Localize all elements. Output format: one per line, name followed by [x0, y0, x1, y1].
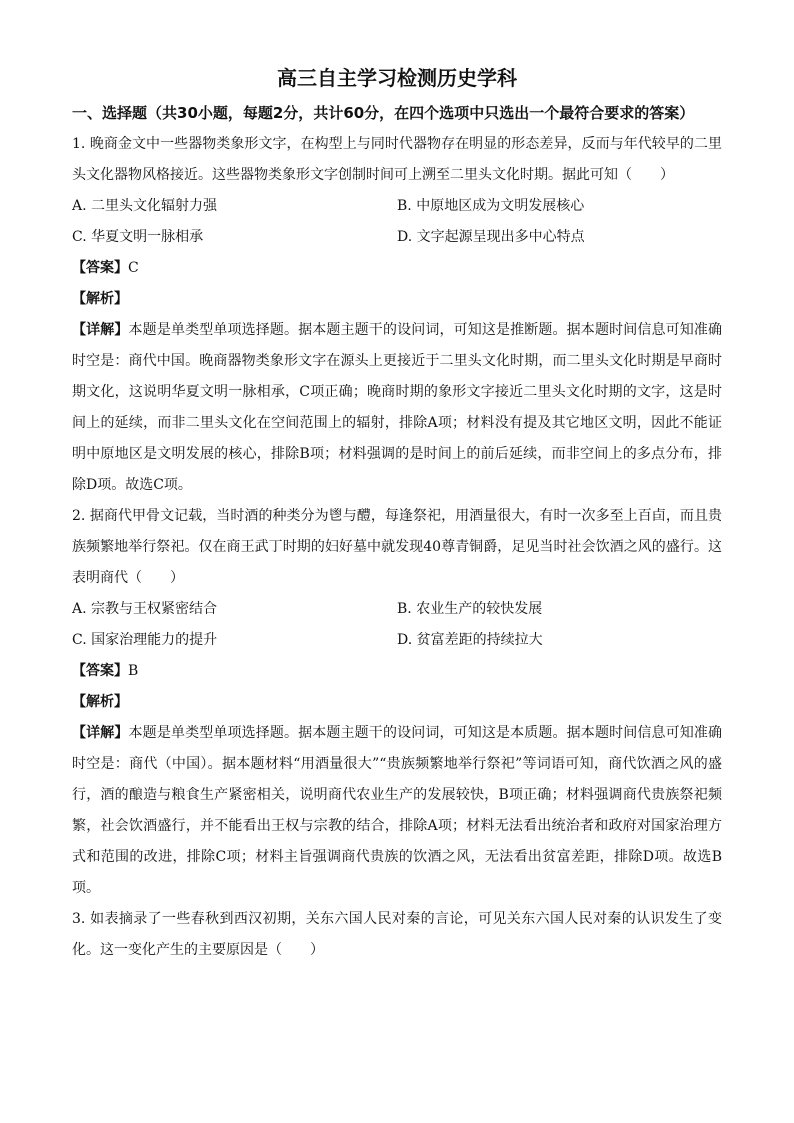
- question-3: [72, 904, 722, 966]
- option-grid: [72, 594, 722, 656]
- question-1: [72, 129, 722, 501]
- section-heading: 一、选择题（共30小题，每题2分，共计60分，在四个选项中只选出一个最符合要求的答案）: [72, 104, 695, 122]
- analysis-label: 【解析】: [72, 694, 128, 710]
- answer-value: B: [128, 663, 139, 679]
- document-page: [72, 62, 722, 966]
- option-grid: [72, 191, 722, 253]
- option-c: C. 国家治理能力的提升: [72, 632, 218, 648]
- answer-line: [72, 253, 722, 284]
- page-title: 高三自主学习检测历史学科: [277, 66, 517, 90]
- detail-text: 本题是单类型单项选择题。据本题主题干的设问词，可知这是本质题。据本题时间信息可知准确时空是：商代（中国）。据本题材料“用酒量很大”“贵族频繁地举行祭祀”等词语可知，商代饮酒之风的盛行，酒的酿造与粮食生产紧密相关，说明商代农业生产的发展较快，B项正确；材料强调商代贵族祭祀频繁，社会饮酒盛行，并不能看出王权与宗教的结合，排除A项；材料无法看出统治者和政府对国家治理方式和范围的改进，排除C项；材料主旨强调商代贵族的饮酒之风，无法看出贫富差距，排除D项。故选B项。: [72, 725, 723, 896]
- analysis-line: [72, 687, 722, 718]
- question-2: [72, 501, 722, 904]
- option-d: D. 贫富差距的持续拉大: [397, 632, 543, 648]
- detail-text: 本题是单类型单项选择题。据本题主题干的设问词，可知这是推断题。据本题时间信息可知准确时空是：商代中国。晚商器物类象形文字在源头上更接近于二里头文化时期，而二里头文化时期是早商时期文化，这说明华夏文明一脉相承，C项正确；晚商时期的象形文字接近二里头文化时期的文字，这是时间上的延续，而非二里头文化在空间范围上的辐射，排除A项；材料没有提及其它地区文明，因此不能证明中原地区是文明发展的核心，排除B项；材料强调的是时间上的前后延续，而非空间上的多点分布，排除D项。故选C项。: [72, 322, 723, 493]
- question-stem: 2. 据商代甲骨文记载，当时酒的种类分为鬯与醴，每逢祭祀，用酒量很大，有时一次多至上百卣，而且贵族频繁地举行祭祀。仅在商王武丁时期的妇好墓中就发现40尊青铜爵，足见当时社会饮酒之风的盛行。这表明商代（ ）: [72, 508, 722, 586]
- option-d: D. 文字起源呈现出多中心特点: [397, 229, 585, 245]
- analysis-label: 【解析】: [72, 291, 128, 307]
- option-a: A. 宗教与王权紧密结合: [72, 601, 218, 617]
- answer-line: [72, 656, 722, 687]
- question-stem: 3. 如表摘录了一些春秋到西汉初期，关东六国人民对秦的言论，可见关东六国人民对秦的认识发生了变化。这一变化产生的主要原因是（ ）: [72, 911, 722, 958]
- analysis-line: [72, 284, 722, 315]
- detail-paragraph: [72, 718, 722, 904]
- option-c: C. 华夏文明一脉相承: [72, 229, 204, 245]
- option-b: B. 中原地区成为文明发展核心: [397, 198, 585, 214]
- answer-label: 【答案】: [72, 663, 128, 679]
- detail-label: 【详解】: [72, 322, 129, 338]
- option-a: A. 二里头文化辐射力强: [72, 198, 218, 214]
- detail-label: 【详解】: [72, 725, 129, 741]
- answer-value: C: [128, 260, 139, 276]
- option-b: B. 农业生产的较快发展: [397, 601, 543, 617]
- question-stem: 1. 晚商金文中一些器物类象形文字，在构型上与同时代器物存在明显的形态差异，反而与年代较早的二里头文化器物风格接近。这些器物类象形文字创制时间可上溯至二里头文化时期。据此可知（ ）: [72, 136, 722, 183]
- answer-label: 【答案】: [72, 260, 128, 276]
- detail-paragraph: [72, 315, 722, 501]
